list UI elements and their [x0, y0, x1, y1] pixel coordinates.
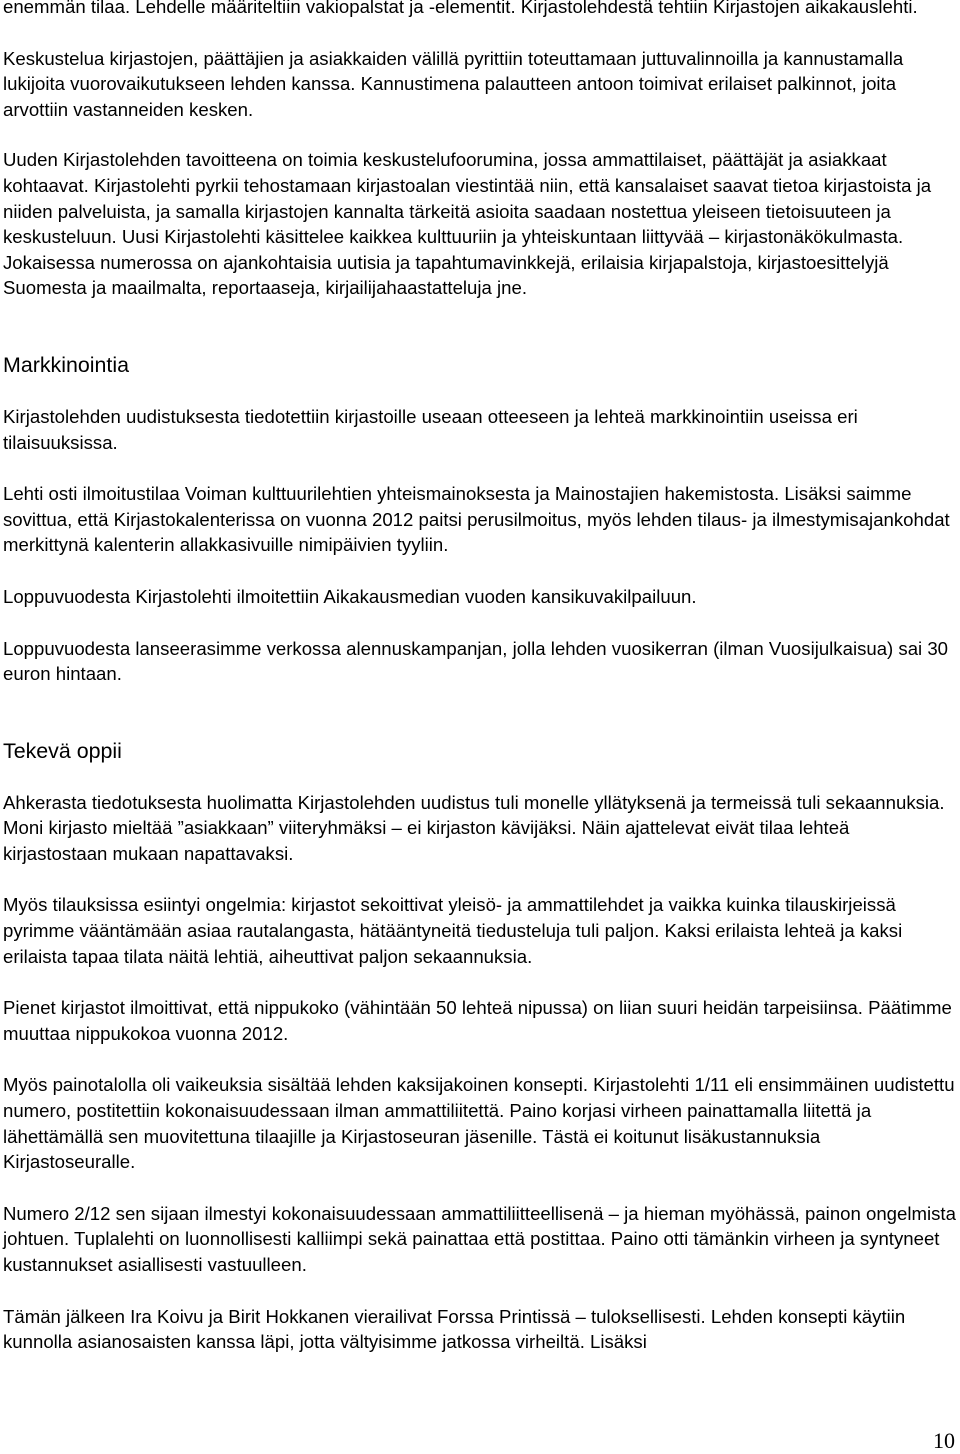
- paragraph: Loppuvuodesta Kirjastolehti ilmoitettiin Aikakausmedian vuoden kansikuvakilpailuun.: [3, 585, 697, 607]
- paragraph: Keskustelua kirjastojen, päättäjien ja asiakkaiden välillä pyrittiin toteuttamaan juttuvalinnoilla ja kannustamalla lukijoita vuorovaikutukseen lehden kanssa. Kannustimena palautteen antoon toimivat erilaiset palkinnot, joita arvottiin vastanneiden kesken.: [3, 47, 904, 120]
- paragraph: enemmän tilaa. Lehdelle määriteltiin vakiopalstat ja -elementit. Kirjastolehdestä tehtiin Kirjastojen aikakauslehti.: [3, 0, 918, 17]
- paragraph: Ahkerasta tiedotuksesta huolimatta Kirjastolehden uudistus tuli monelle yllätyksenä ja termeissä tuli sekaannuksia. Moni kirjasto mieltää ”asiakkaan” viiteryhmäksi – ei kirjaston kävijäksi. Näin ajattelevat eivät tilaa lehteä kirjastostaan mukaan napattavaksi.: [3, 791, 945, 864]
- section-heading-markkinointia: Markkinointia: [3, 352, 130, 377]
- page-number: 10: [933, 1428, 955, 1453]
- paragraph: Uuden Kirjastolehden tavoitteena on toimia keskustelufoorumina, jossa ammattilaiset, päättäjät ja asiakkaat kohtaavat. Kirjastolehti pyrkii tehostamaan kirjastoalan viestintää niin, että kansalaiset saavat tietoa kirjastoista ja niiden palveluista, ja samalla kirjastojen kannalta tärkeitä asioita saadaan nostettua yleiseen tietoisuuteen ja keskusteluun. Uusi Kirjastolehti käsittelee kaikkea kulttuuriin ja yhteiskuntaan liittyvää – kirjastonäkökulmasta. Jokaisessa numerossa on ajankohtaisia uutisia ja tapahtumavinkkejä, erilaisia kirjapalstoja, kirjastoesittelyjä Suomesta ja maailmalta, reportaaseja, kirjailijahaastatteluja jne.: [3, 149, 932, 299]
- document-page: [3, 0, 957, 1355]
- paragraph: Loppuvuodesta lanseerasimme verkossa alennuskampanjan, jolla lehden vuosikerran (ilman Vuosijulkaisua) sai 30 euron hintaan.: [3, 637, 949, 685]
- paragraph: Tämän jälkeen Ira Koivu ja Birit Hokkanen vierailivat Forssa Printissä – tuloksellisesti. Lehden konsepti käytiin kunnolla asianosaisten kanssa läpi, jotta vältyisimme jatkossa virheiltä. Lisäksi: [3, 1305, 906, 1353]
- paragraph: Pienet kirjastot ilmoittivat, että nippukoko (vähintään 50 lehteä nipussa) on liian suuri heidän tarpeisiinsa. Päätimme muuttaa nippukokoa vuonna 2012.: [3, 997, 952, 1044]
- paragraph: Kirjastolehden uudistuksesta tiedotettiin kirjastoille useaan otteeseen ja lehteä markkinointiin useissa eri tilaisuuksissa.: [3, 405, 858, 453]
- section-heading-tekeva-oppii: Tekevä oppii: [3, 738, 122, 763]
- paragraph: Myös painotalolla oli vaikeuksia sisältää lehden kaksijakoinen konsepti. Kirjastolehti 1/11 eli ensimmäinen uudistettu numero, postitettiin kokonaisuudessaan ilman ammattiliitettä. Paino korjasi virheen painattamalla liitettä ja lähettämällä sen muovitettuna tilaajille ja Kirjastoseuran jäsenille. Tästä ei koitunut lisäkustannuksia Kirjastoseuralle.: [3, 1074, 955, 1173]
- paragraph: Myös tilauksissa esiintyi ongelmia: kirjastot sekoittivat yleisö- ja ammattilehdet ja vaikka kuinka tilauskirjeissä pyrimme vääntämään asiaa rautalangasta, hätääntyneitä tiedusteluja tuli paljon. Kaksi erilaista lehteä ja kaksi erilaista tapaa tilata näitä lehtiä, aiheuttivat paljon sekaannuksia.: [3, 894, 903, 967]
- paragraph: Lehti osti ilmoitustilaa Voiman kulttuurilehtien yhteismainoksesta ja Mainostajien hakemistosta. Lisäksi saimme sovittua, että Kirjastokalenterissa on vuonna 2012 paitsi perusilmoitus, myös lehden tilaus- ja ilmestymisajankohdat merkittynä kalenterin allakkasivuille nimipäivien tyyliin.: [3, 483, 950, 556]
- paragraph: Numero 2/12 sen sijaan ilmestyi kokonaisuudessaan ammattiliitteellisenä – ja hieman myöhässä, painon ongelmista johtuen. Tuplalehti on luonnollisesti kalliimpi sekä painattaa että postittaa. Paino otti tämänkin virheen ja syntyneet kustannukset asiallisesti vastuulleen.: [3, 1202, 956, 1275]
